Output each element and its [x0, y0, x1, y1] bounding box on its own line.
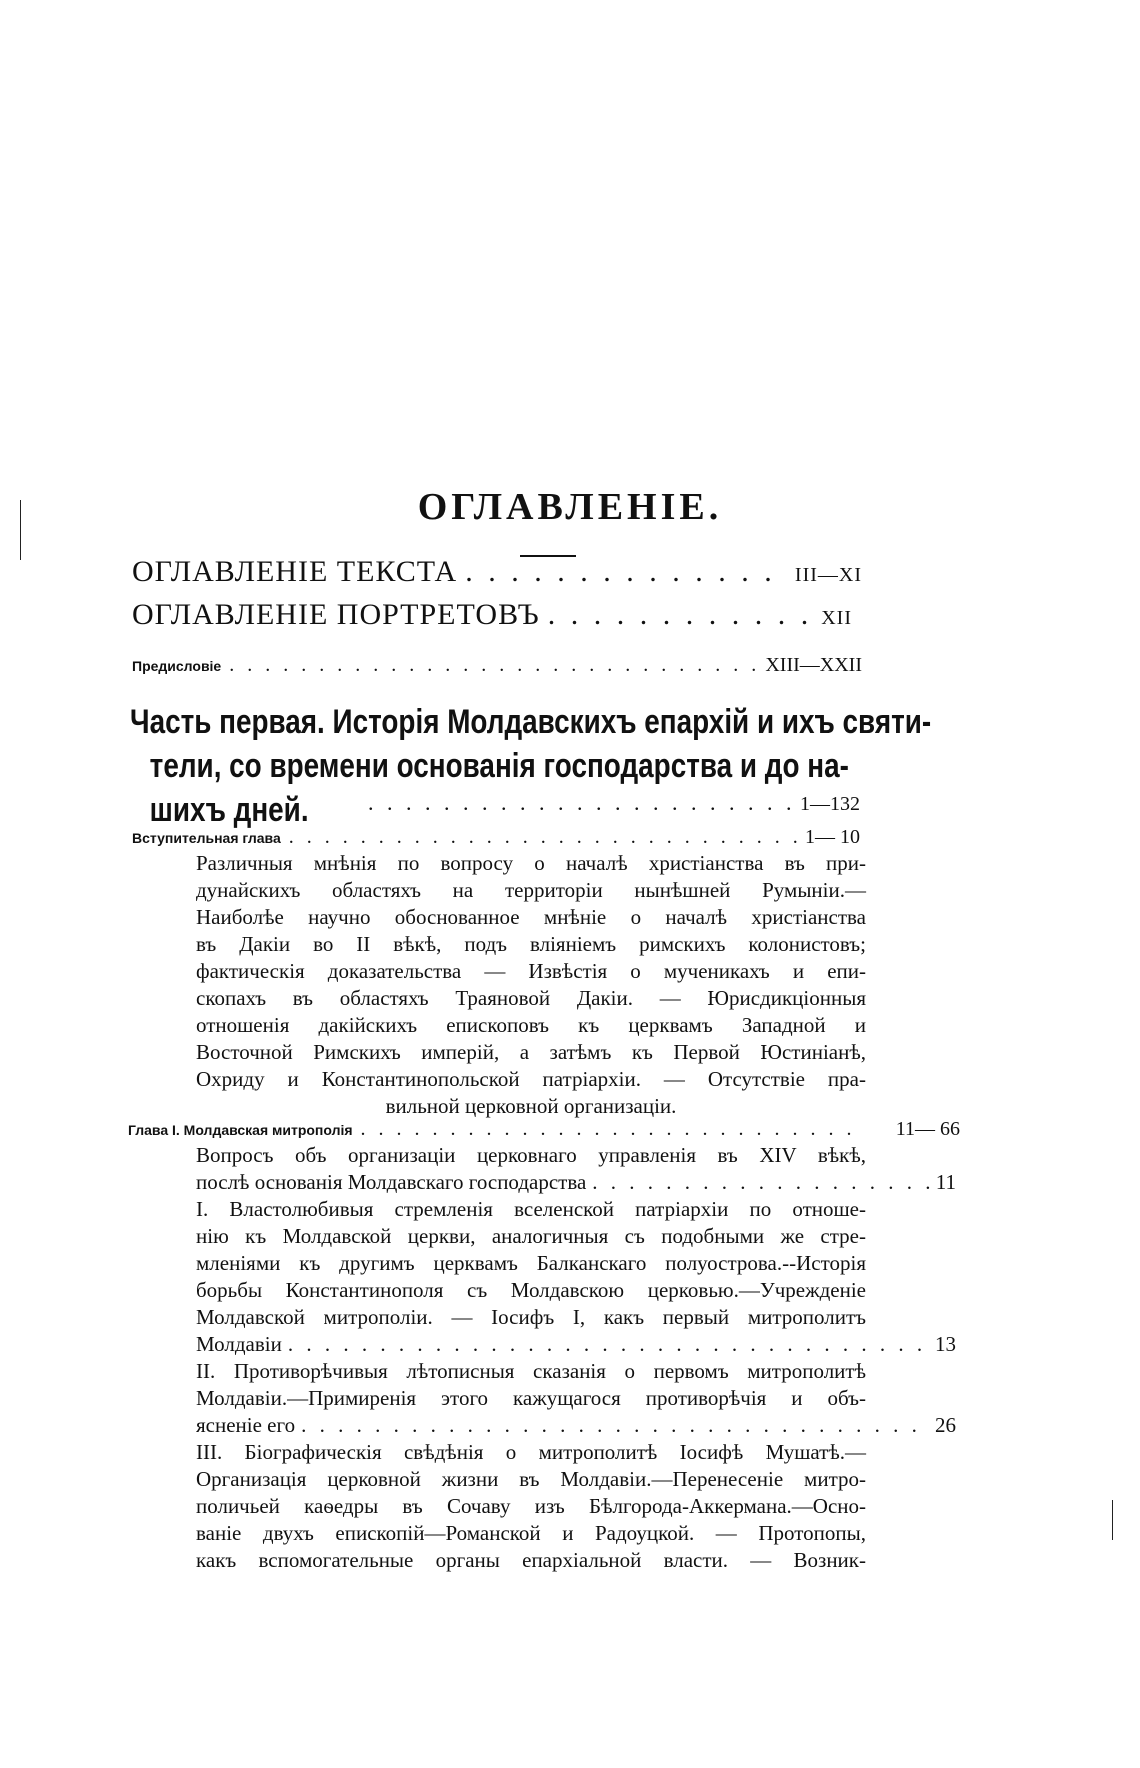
ch1-s3-line: Организація церковной жизни въ Молдавіи.—Перенесеніе митро-: [196, 1467, 866, 1491]
ch1-s1-leader: [196, 1331, 956, 1358]
ch1-s3-line: поличьей каѳедры въ Сочаву изъ Бѣлгорода-Аккермана.—Осно-: [196, 1494, 866, 1518]
toc-entry-intro: [132, 826, 860, 849]
toc-entry-chapter-1: [128, 1118, 960, 1141]
toc-entry-intro-label: Вступительная глава: [132, 830, 281, 846]
toc-entry-portraits: [132, 598, 852, 632]
toc-entry-preface: [132, 654, 862, 677]
ch1-s1-page: 13: [935, 1332, 956, 1356]
toc-entry-portraits-page: XII: [821, 607, 852, 629]
toc-entry-chapter-1-page: 11— 66: [895, 1118, 960, 1140]
chapter-1-content: [196, 1142, 956, 1574]
dot-leader: [301, 1412, 929, 1439]
dot-leader: [592, 1169, 929, 1196]
ch1-s2-last: ясненіе его: [196, 1413, 296, 1437]
ch1-s1-line: мленіями къ другимъ церквамъ Балканскаго полуострова.--Исторія: [196, 1251, 866, 1275]
intro-desc-line: фактическія доказательства — Извѣстія о мученикахъ и епи-: [196, 959, 866, 983]
intro-desc-line: дунайскихъ областяхъ на территоріи нынѣшней Румыніи.—: [196, 878, 866, 902]
toc-entry-preface-page: XIII—XXII: [765, 654, 862, 676]
part-one-page: 1—132: [800, 793, 860, 815]
intro-desc-line: Охриду и Константинопольской патріархіи. — Отсутствіе пра-: [196, 1067, 866, 1091]
ch1-s1-last: Молдавіи: [196, 1332, 282, 1356]
part-one-line-2: тели, со времени основанія господарства и до на-: [149, 747, 849, 785]
dot-leader: [229, 654, 757, 677]
ch1-s2-line: Молдавіи.—Примиренія этого кажущагося противорѣчія и объ-: [196, 1386, 866, 1410]
toc-entry-portraits-label: ОГЛАВЛЕНІЕ ПОРТРЕТОВЪ: [132, 598, 540, 631]
ch1-s3-line: ваніе двухъ епископій—Романской и Радоуцкой. — Протопопы,: [196, 1521, 866, 1545]
page-title: ОГЛАВЛЕНІЕ.: [417, 486, 723, 528]
toc-entry-text-page: III—XI: [794, 564, 862, 586]
dot-leader: [548, 598, 814, 632]
ch1-s2-leader: [196, 1412, 956, 1439]
ch1-s3-line: какъ вспомогательные органы епархіальной власти. — Возник-: [196, 1548, 866, 1572]
part-one-dot-leader: [360, 790, 860, 816]
dot-leader: [465, 555, 787, 589]
ch1-s2-line: II. Противорѣчивыя лѣтописныя сказанія о первомъ митрополитѣ: [196, 1359, 866, 1383]
dot-leader: [289, 826, 797, 849]
dot-leader: [368, 790, 792, 816]
intro-desc-line: Восточной Римскихъ имперій, а затѣмъ къ Первой Юстиніанѣ,: [196, 1040, 866, 1064]
ch1-question-leader: [196, 1169, 956, 1196]
toc-entry-preface-label: Предисловіе: [132, 658, 222, 674]
ch1-question-line: Вопросъ объ организаціи церковнаго управленія въ XIV вѣкѣ,: [196, 1143, 866, 1167]
intro-desc-line: въ Дакіи во II вѣкѣ, подъ вліяніемъ римскихъ колонистовъ;: [196, 932, 866, 956]
toc-entry-text-label: ОГЛАВЛЕНІЕ ТЕКСТА: [132, 555, 458, 588]
toc-entry-text: [132, 555, 862, 589]
ch1-s1-line: борьбы Константинополя съ Молдавскою церковью.—Учрежденіе: [196, 1278, 866, 1302]
dot-leader: [361, 1118, 852, 1141]
ch1-s3-line: III. Біографическія свѣдѣнія о митрополитѣ Іосифѣ Мушатѣ.—: [196, 1440, 866, 1464]
intro-description: [196, 850, 866, 1120]
toc-entry-chapter-1-label: Глава I. Молдавская митрополія: [128, 1122, 353, 1138]
dot-leader: [288, 1331, 929, 1358]
ch1-s1-line: Молдавской митрополіи. — Іосифъ I, какъ первый митрополитъ: [196, 1305, 866, 1329]
part-one-line-3: шихъ дней.: [149, 791, 309, 829]
scan-margin-mark: [1112, 1500, 1113, 1540]
ch1-question-page: 11: [935, 1170, 956, 1194]
intro-desc-line: Наиболѣе научно обоснованное мнѣніе о началѣ христіанства: [196, 905, 866, 929]
intro-desc-line: скопахъ въ областяхъ Траяновой Дакіи. — Юрисдикціонныя: [196, 986, 866, 1010]
scan-margin-mark: [20, 500, 21, 560]
intro-desc-line: вильной церковной организаціи.: [385, 1094, 677, 1118]
ch1-s1-line: I. Властолюбивыя стремленія вселенской патріархіи по отноше-: [196, 1197, 866, 1221]
ch1-s1-line: нію къ Молдавской церкви, аналогичныя съ подобными же стре-: [196, 1224, 866, 1248]
toc-entry-intro-page: 1— 10: [805, 826, 860, 848]
part-one-line-1: Часть первая. Исторія Молдавскихъ епархій и ихъ святи-: [130, 703, 932, 741]
intro-desc-line: Различныя мнѣнія по вопросу о началѣ христіанства въ при-: [196, 851, 866, 875]
ch1-question-line-2: послѣ основанія Молдавскаго господарства: [196, 1170, 587, 1194]
ch1-s2-page: 26: [935, 1413, 956, 1437]
intro-desc-line: отношенія дакійскихъ епископовъ къ церквамъ Западной и: [196, 1013, 866, 1037]
